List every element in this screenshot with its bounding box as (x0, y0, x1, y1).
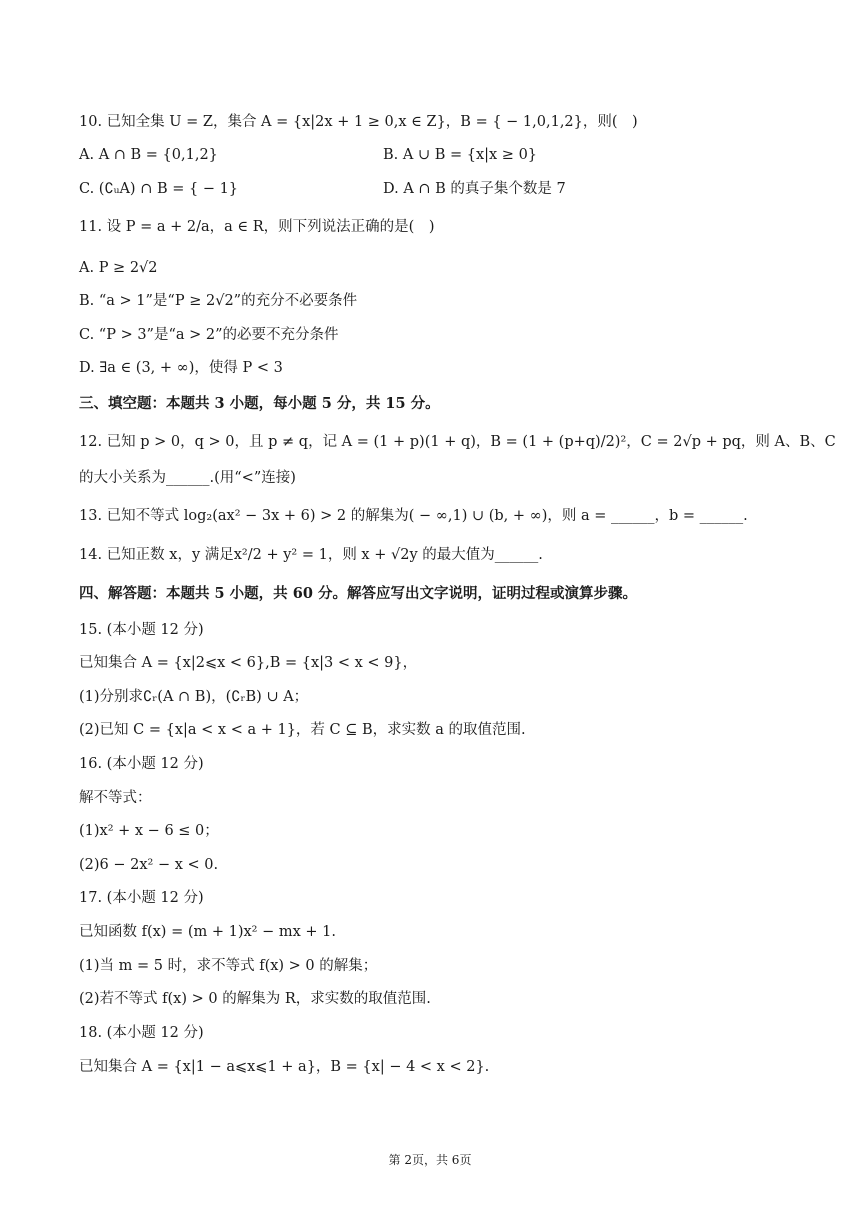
question-13: 13. 已知不等式 log₂(ax² − 3x + 6) > 2 的解集为( − ∞,1) ∪ (b, + ∞)，则 a = ______，b = ______. (79, 508, 748, 524)
question-11-option-c: C. “P > 3”是“a > 2”的必要不充分条件 (79, 327, 339, 343)
question-17-line-1: 已知函数 f(x) = (m + 1)x² − mx + 1. (79, 924, 336, 940)
question-10-option-d: D. A ∩ B 的真子集个数是 7 (383, 181, 566, 197)
question-14: 14. 已知正数 x，y 满足x²/2 + y² = 1，则 x + √2y 的最大值为______. (79, 547, 543, 563)
question-17-header: 17. (本小题 12 分) (79, 890, 204, 906)
question-15-line-3: (2)已知 C = {x|a < x < a + 1}，若 C ⊆ B，求实数 a 的取值范围. (79, 722, 526, 738)
question-10-option-c: C. (∁ᵤA) ∩ B = { − 1} (79, 181, 239, 197)
question-10-option-b: B. A ∪ B = {x|x ≥ 0} (383, 147, 538, 163)
section-heading-solutions: 四、解答题：本题共 5 小题，共 60 分。解答应写出文字说明，证明过程或演算步骤。 (79, 585, 637, 602)
question-10-option-a: A. A ∩ B = {0,1,2} (79, 147, 218, 163)
section-heading-fill-in: 三、填空题：本题共 3 小题，每小题 5 分，共 15 分。 (79, 395, 440, 412)
question-15-header: 15. (本小题 12 分) (79, 622, 204, 638)
question-11-stem: 11. 设 P = a + 2/a，a ∈ R，则下列说法正确的是( ) (79, 219, 435, 235)
question-11-option-a: A. P ≥ 2√2 (79, 260, 158, 276)
page-footer: 第 2页，共 6页 (388, 1153, 472, 1167)
question-17-line-3: (2)若不等式 f(x) > 0 的解集为 R，求实数的取值范围. (79, 991, 431, 1007)
question-15-line-2: (1)分别求∁ᵣ(A ∩ B)，(∁ᵣB) ∪ A； (79, 689, 309, 705)
question-10-stem: 10. 已知全集 U = Z，集合 A = {x|2x + 1 ≥ 0,x ∈ Z}，B = { − 1,0,1,2}，则( ) (79, 114, 638, 130)
question-15-line-1: 已知集合 A = {x|2⩽x < 6},B = {x|3 < x < 9}， (79, 655, 418, 671)
question-16-line-2: (1)x² + x − 6 ≤ 0； (79, 823, 219, 839)
question-12-line-1: 12. 已知 p > 0，q > 0，且 p ≠ q，记 A = (1 + p)(1 + q)，B = (1 + (p+q)/2)²，C = 2√p + pq，则 A、B、C (79, 434, 836, 450)
question-16-header: 16. (本小题 12 分) (79, 756, 204, 772)
question-17-line-2: (1)当 m = 5 时，求不等式 f(x) > 0 的解集； (79, 958, 378, 974)
question-12-line-2: 的大小关系为______.(用“<”连接) (79, 470, 296, 486)
question-11-option-d: D. ∃a ∈ (3, + ∞)，使得 P < 3 (79, 360, 283, 376)
question-16-line-1: 解不等式： (79, 790, 152, 806)
question-18-header: 18. (本小题 12 分) (79, 1025, 204, 1041)
question-18-line-1: 已知集合 A = {x|1 − a⩽x⩽1 + a}，B = {x| − 4 < x < 2}. (79, 1059, 490, 1075)
question-16-line-3: (2)6 − 2x² − x < 0. (79, 857, 219, 873)
question-11-option-b: B. “a > 1”是“P ≥ 2√2”的充分不必要条件 (79, 293, 358, 309)
